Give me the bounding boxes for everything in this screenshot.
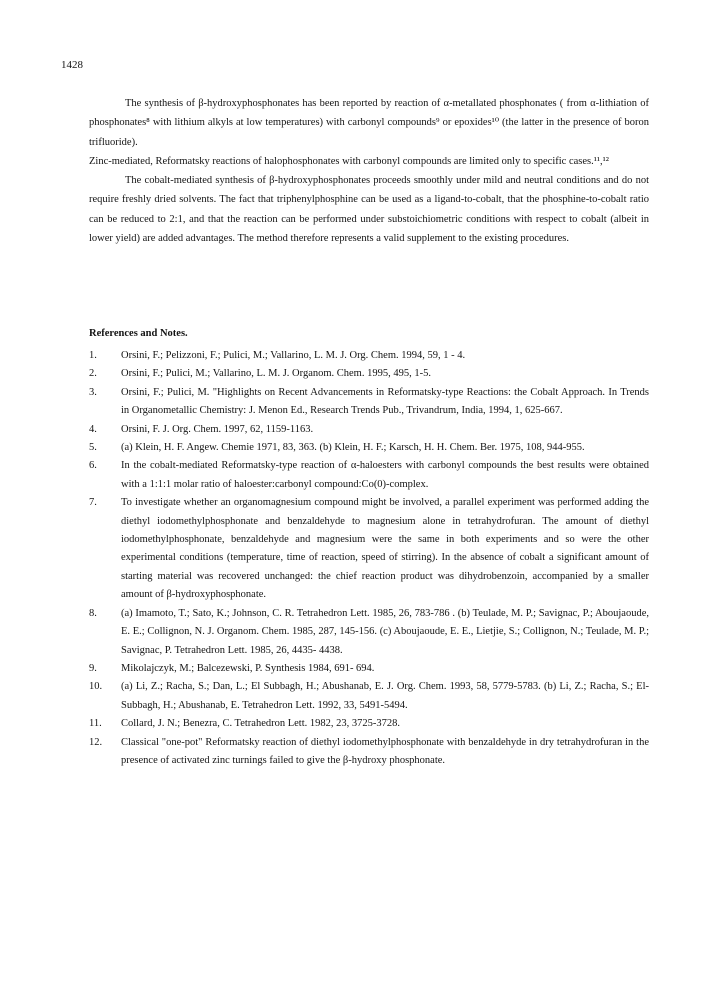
reference-text: Collard, J. N.; Benezra, C. Tetrahedron Lett. 1982, 23, 3725-3728. bbox=[121, 718, 401, 730]
reference-item bbox=[89, 678, 649, 715]
reference-number: 7. bbox=[89, 497, 97, 509]
reference-number: 2. bbox=[89, 368, 97, 380]
references-list bbox=[89, 347, 649, 770]
reference-item bbox=[89, 384, 649, 421]
paragraph: The cobalt-mediated synthesis of β-hydroxyphosphonates proceeds smoothly under mild and neutral conditions and do not require freshly dried solvents. The fact that triphenylphosphine can be used as a ligand-to-cobalt, that the phosphine-to-cobalt ratio can be reduced to 2:1, and that the reaction can be performed under substoichiometric conditions with respect to cobalt (albeit in lower yield) are added advantages. The method therefore represents a valid supplement to the existing procedures. bbox=[89, 175, 649, 245]
reference-number: 12. bbox=[89, 736, 103, 748]
body-text bbox=[89, 94, 649, 248]
references-heading: References and Notes. bbox=[89, 328, 188, 339]
reference-text: In the cobalt-mediated Reformatsky-type reaction of α-haloesters with carbonyl compounds the best results were obtained with a 1:1:1 molar ratio of haloester:carbonyl compound:Co(0)-complex. bbox=[121, 460, 649, 490]
reference-item bbox=[89, 439, 649, 457]
paragraph: The synthesis of β-hydroxyphosphonates has been reported by reaction of α-metallated phosphonates ( from α-lithiation of phosphonates⁸ with lithium alkyls at low temperatures) with carbonyl compounds⁹ or epoxides¹⁰ (the latter in the presence of boron trifluoride). bbox=[89, 98, 649, 148]
reference-text: Classical "one-pot" Reformatsky reaction of diethyl iodomethylphosphonate with benzaldehyde in dry tetrahydrofuran in the presence of activated zinc turnings failed to give the β-hydroxy phosphonate. bbox=[121, 736, 649, 766]
reference-item bbox=[89, 734, 649, 771]
reference-number: 5. bbox=[89, 442, 97, 454]
page-number: 1428 bbox=[61, 59, 83, 71]
reference-text: Orsini, F. J. Org. Chem. 1997, 62, 1159-1163. bbox=[121, 423, 314, 435]
reference-text: Orsini, F.; Pelizzoni, F.; Pulici, M.; Vallarino, L. M. J. Org. Chem. 1994, 59, 1 - 4. bbox=[121, 350, 466, 361]
reference-number: 6. bbox=[89, 460, 97, 472]
reference-text: Mikolajczyk, M.; Balcezewski, P. Synthesis 1984, 691- 694. bbox=[121, 662, 375, 674]
reference-item bbox=[89, 494, 649, 604]
reference-number: 10. bbox=[89, 681, 103, 693]
reference-item bbox=[89, 347, 649, 365]
reference-text: (a) Imamoto, T.; Sato, K.; Johnson, C. R. Tetrahedron Lett. 1985, 26, 783-786 . (b) Teulade, M. P.; Savignac, P.; Aboujaoude, E. E.; Collignon, N. J. Organom. Chem. 1985, 287, 145-156. (c) Aboujaoude, E. E., Lietjie, S.; Collignon, N.; Teulade, M. P.; Savignac, P. Tetrahedron Lett. 1985, 26, 4435- 4438. bbox=[121, 607, 649, 656]
reference-number: 8. bbox=[89, 607, 97, 619]
reference-number: 4. bbox=[89, 423, 97, 435]
reference-item bbox=[89, 660, 649, 678]
reference-number: 3. bbox=[89, 386, 97, 398]
reference-number: 9. bbox=[89, 662, 97, 674]
reference-text: (a) Klein, H. F. Angew. Chemie 1971, 83, 363. (b) Klein, H. F.; Karsch, H. H. Chem. Ber. 1975, 108, 944-955. bbox=[121, 442, 585, 454]
reference-text: (a) Li, Z.; Racha, S.; Dan, L.; El Subbagh, H.; Abushanab, E. J. Org. Chem. 1993, 58, 5779-5783. (b) Li, Z.; Racha, S.; El-Subbagh, H.; Abushanab, E. Tetrahedron Lett. 1992, 33, 5491-5494. bbox=[121, 681, 649, 711]
reference-number: 11. bbox=[89, 718, 102, 730]
reference-text: Orsini, F.; Pulici, M.; Vallarino, L. M. J. Organom. Chem. 1995, 495, 1-5. bbox=[121, 368, 431, 380]
reference-item bbox=[89, 605, 649, 660]
reference-item bbox=[89, 421, 649, 439]
reference-text: Orsini, F.; Pulici, M. "Highlights on Recent Advancements in Reformatsky-type Reactions: the Cobalt Approach. In Trends in Organometallic Chemistry: J. Menon Ed., Research Trends Pub., Trivandrum, India, 1994, 1, 625-667. bbox=[121, 386, 649, 417]
reference-item bbox=[89, 715, 649, 733]
reference-text: To investigate whether an organomagnesium compound might be involved, a parallel experiment was performed adding the diethyl iodomethylphosphonate and benzaldehyde to magnesium alone in tetrahydrofuran. The amount of diethyl iodomethylphosphonate, benzaldehyde and magnesium were the same in both experiments and so were the other experimental conditions (temperature, time of reaction, speed of stirring). In the absence of cobalt a significant amount of starting material was recovered unchanged: the chief reaction product was dihydrobenzoin, accompanied by a smaller amount of β-hydroxyphosphonate. bbox=[121, 497, 649, 601]
paragraph: Zinc-mediated, Reformatsky reactions of halophosphonates with carbonyl compounds are limited only to specific cases.¹¹,¹² bbox=[89, 155, 609, 167]
reference-item bbox=[89, 457, 649, 494]
reference-number: 1. bbox=[89, 350, 97, 361]
reference-item bbox=[89, 365, 649, 383]
